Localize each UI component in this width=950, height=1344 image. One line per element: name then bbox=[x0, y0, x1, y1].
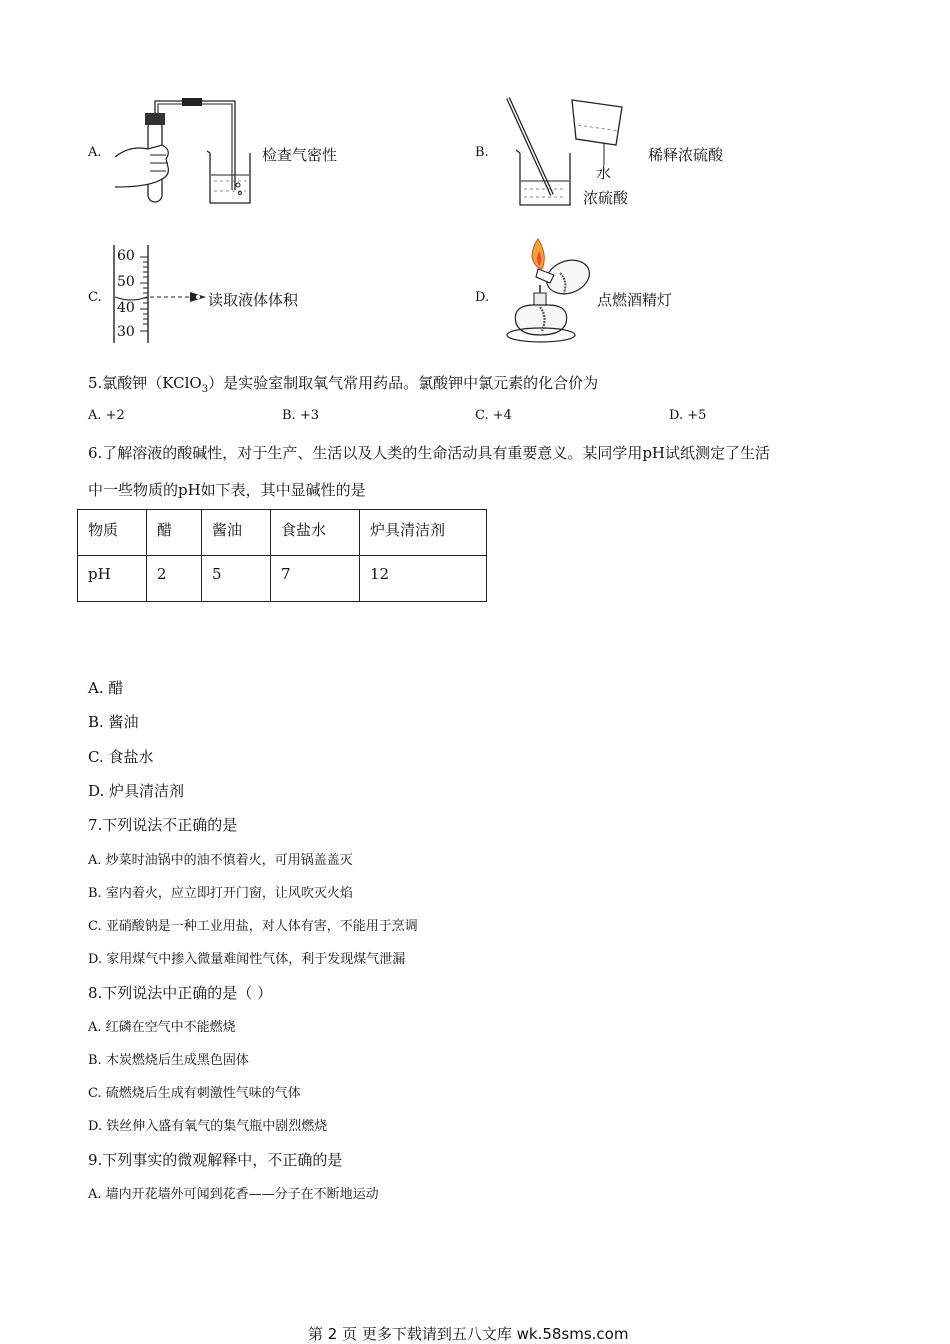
table-row bbox=[78, 556, 487, 602]
alcohol-lamp-figure bbox=[498, 235, 598, 347]
airtightness-check-figure bbox=[110, 95, 260, 210]
q8-option-c: C. 硫燃烧后生成有刺激性气味的气体 bbox=[88, 1086, 301, 1101]
table-cell: 酱油 bbox=[202, 510, 271, 556]
q6-stem-line2: 中一些物质的pH如下表，其中显碱性的是 bbox=[88, 481, 366, 499]
q8-option-b: B. 木炭燃烧后生成黑色固体 bbox=[88, 1053, 249, 1068]
q8-option-d: D. 铁丝伸入盛有氧气的集气瓶中剧烈燃烧 bbox=[88, 1119, 328, 1134]
q7-option-b: B. 室内着火，应立即打开门窗，让风吹灭火焰 bbox=[88, 886, 353, 901]
q6-option-a: A. 醋 bbox=[88, 679, 124, 697]
q7-option-c: C. 亚硝酸钠是一种工业用盐，对人体有害，不能用于烹调 bbox=[88, 919, 418, 934]
figure-caption: 点燃酒精灯 bbox=[597, 291, 673, 309]
page-footer: 第 2 页 更多下载请到五八文库 wk.58sms.com bbox=[308, 1325, 629, 1343]
option-letter: C. bbox=[88, 290, 102, 305]
q5-option-d: D. +5 bbox=[669, 408, 707, 423]
table-cell: 5 bbox=[202, 556, 271, 602]
q5-stem bbox=[88, 372, 598, 395]
q5-option-c: C. +4 bbox=[475, 408, 512, 423]
option-letter: D. bbox=[475, 290, 490, 305]
q7-option-d: D. 家用煤气中掺入微量难闻性气体，利于发现煤气泄漏 bbox=[88, 952, 406, 967]
table-cell: 醋 bbox=[147, 510, 202, 556]
stem-text-pre: 5.氯酸钾（KClO bbox=[88, 374, 202, 392]
q5-option-b: B. +3 bbox=[282, 408, 319, 423]
ph-table bbox=[77, 509, 487, 602]
tick-label-50: 50 bbox=[117, 274, 135, 290]
q6-option-c: C. 食盐水 bbox=[88, 748, 154, 766]
stem-subscript: 3 bbox=[201, 384, 209, 395]
figure-caption: 读取液体体积 bbox=[208, 291, 299, 309]
option-letter: B. bbox=[475, 145, 489, 160]
figure-caption: 稀释浓硫酸 bbox=[648, 146, 724, 164]
q9-stem: 9.下列事实的微观解释中，不正确的是 bbox=[88, 1151, 343, 1169]
table-cell: 7 bbox=[271, 556, 360, 602]
q8-stem: 8.下列说法中正确的是（ ） bbox=[88, 984, 273, 1002]
table-cell: 炉具清洁剂 bbox=[360, 510, 487, 556]
q7-stem: 7.下列说法不正确的是 bbox=[88, 816, 238, 834]
table-cell: 食盐水 bbox=[271, 510, 360, 556]
acid-label: 浓硫酸 bbox=[583, 189, 629, 207]
tick-label-40: 40 bbox=[117, 300, 135, 316]
table-cell: pH bbox=[78, 556, 147, 602]
q6-option-d: D. 炉具清洁剂 bbox=[88, 782, 185, 800]
q7-option-a: A. 炒菜时油锅中的油不慎着火，可用锅盖盖灭 bbox=[88, 853, 353, 868]
stem-text-post: ）是实验室制取氧气常用药品。氯酸钾中氯元素的化合价为 bbox=[208, 374, 599, 392]
q9-option-a: A. 墙内开花墙外可闻到花香——分子在不断地运动 bbox=[88, 1187, 379, 1202]
figure-caption: 检查气密性 bbox=[262, 146, 338, 164]
water-label: 水 bbox=[596, 164, 612, 182]
q6-option-b: B. 酱油 bbox=[88, 713, 139, 731]
tick-label-60: 60 bbox=[117, 248, 135, 264]
q8-option-a: A. 红磷在空气中不能燃烧 bbox=[88, 1020, 236, 1035]
q6-stem-line1: 6.了解溶液的酸碱性，对于生产、生活以及人类的生命活动具有重要意义。某同学用pH试纸测定了生活 bbox=[88, 444, 770, 462]
table-cell: 物质 bbox=[78, 510, 147, 556]
option-letter: A. bbox=[88, 145, 102, 160]
table-cell: 2 bbox=[147, 556, 202, 602]
tick-label-30: 30 bbox=[117, 324, 135, 340]
table-cell: 12 bbox=[360, 556, 487, 602]
table-row bbox=[78, 510, 487, 556]
q5-option-a: A. +2 bbox=[88, 408, 125, 423]
